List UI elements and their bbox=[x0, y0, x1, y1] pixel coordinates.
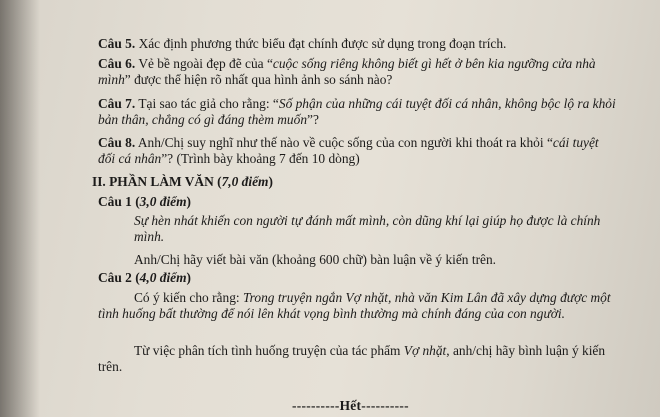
question-6: Câu 6. Vẻ bề ngoài đẹp đẽ của “cuộc sống riêng không biết gì hết ở bên kia ngưỡng cửa nhà mình” được thể hiện rõ nhất qua hình ảnh so sánh nào? bbox=[98, 56, 596, 87]
essay-1-task: Anh/Chị hãy viết bài văn (khoảng 600 chữ) bàn luận về ý kiến trên. bbox=[134, 252, 497, 267]
question-label: Câu 8. bbox=[98, 135, 136, 150]
essay-1-quote: Sự hèn nhát khiến con người tự đánh mất mình, còn dũng khí lại giúp họ được là chính mình. bbox=[134, 213, 601, 244]
end-marker: ----------Hết---------- bbox=[292, 398, 409, 413]
page-shadow bbox=[0, 0, 40, 417]
essay-2-heading: Câu 2 (4,0 điểm) bbox=[98, 270, 192, 285]
question-label: Câu 7. bbox=[98, 96, 136, 111]
question-label: Câu 6. bbox=[98, 56, 136, 71]
question-text: Xác định phương thức biểu đạt chính được sử dụng trong đoạn trích. bbox=[135, 36, 507, 51]
question-5 bbox=[98, 36, 618, 52]
part-2-heading: II. PHẦN LÀM VĂN (7,0 điểm) bbox=[92, 174, 273, 189]
question-label: Câu 5. bbox=[98, 36, 136, 51]
quote: Số phận của những cái tuyệt đối cá nhân, không bộc lộ ra khỏi bản thân, chẳng có gì đáng thèm muốn bbox=[98, 96, 616, 127]
question-7: Câu 7. Tại sao tác giả cho rằng: “Số phận của những cái tuyệt đối cá nhân, không bộc lộ ra khỏi bản thân, chẳng có gì đáng thèm muốn”? bbox=[98, 96, 616, 127]
quote: cuộc sống riêng không biết gì hết ở bên kia ngưỡng cửa nhà mình bbox=[98, 56, 596, 87]
quote: cái tuyệt đối cá nhân bbox=[98, 135, 599, 166]
work-title: Vợ nhặt bbox=[345, 290, 388, 305]
essay-1-heading: Câu 1 (3,0 điểm) bbox=[98, 194, 192, 209]
work-title: Vợ nhặt bbox=[403, 343, 447, 358]
essay-2-prompt: Có ý kiến cho rằng: Trong truyện ngắn Vợ nhặt, nhà văn Kim Lân đã xây dựng được một tình huống bất thường để nói lên khát vọng bình thường mà chính đáng của con người. bbox=[98, 290, 611, 321]
essay-2-task: Từ việc phân tích tình huống truyện của tác phẩm Vợ nhặt, anh/chị hãy bình luận ý kiến trên. bbox=[98, 343, 606, 374]
question-8: Câu 8. Anh/Chị suy nghĩ như thế nào về cuộc sống của con người khi thoát ra khỏi “cái tuyệt đối cá nhân”? (Trình bày khoảng 7 đến 10 dòng) bbox=[98, 135, 599, 166]
